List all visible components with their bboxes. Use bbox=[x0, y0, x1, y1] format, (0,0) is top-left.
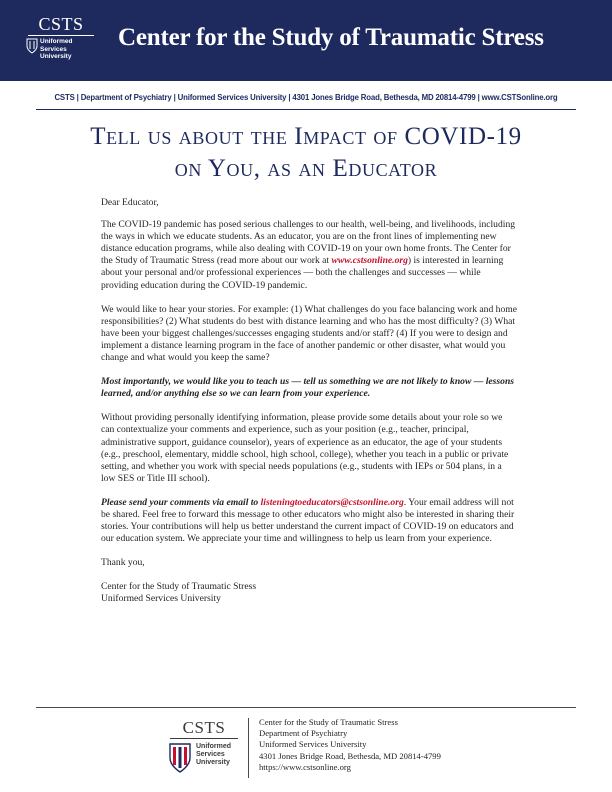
footer-address bbox=[259, 717, 441, 773]
intro-text: The COVID-19 pandemic has posed serious challenges to our health, well-being, and livelihoods, including the ways in which we educate students. As an educator, you are on the front lines of implementing new distance education programs, while also dealing with COVID-19 on your own home fronts. The Center for the Study of Traumatic Stress (read more about our work at bbox=[101, 219, 516, 267]
closing: Thank you, bbox=[101, 557, 145, 569]
center-title: Center for the Study of Traumatic Stress bbox=[118, 24, 544, 51]
footer-addr-line: Center for the Study of Traumatic Stress bbox=[259, 717, 398, 727]
logo-sub-line: Services bbox=[40, 45, 67, 53]
footer-usu-shield-icon bbox=[168, 742, 192, 774]
email-link[interactable]: listeningtoeducators@cstsonline.org bbox=[260, 496, 404, 508]
paragraph-contact bbox=[101, 497, 517, 545]
footer-addr-line: 4301 Jones Bridge Road, Bethesda, MD 20814-4799 bbox=[259, 750, 441, 761]
page-headline bbox=[0, 121, 612, 185]
contact-lead: Please send your comments via email to bbox=[101, 496, 261, 508]
headline-line-1: Tell us about the Impact of COVID-19 bbox=[90, 123, 522, 150]
footer-logo-text: CSTS bbox=[182, 718, 226, 737]
headline-line-2: on You, as an Educator bbox=[174, 155, 438, 182]
logo-text: CSTS bbox=[38, 14, 84, 34]
intro-text-end: ) is interested in learning about your personal and/or professional experiences — both the challenges and successes — while providing education during the COVID-19 pandemic. bbox=[101, 255, 504, 291]
paragraph-questions: We would like to hear your stories. For example: (1) What challenges do you face balancing work and home responsibilities? (2) What students do best with distance learning and who has the most difficulty? (3) What have been your biggest challenges/successes engaging students and/or staff? (4) If you were to design and implement a distance learning program in the face of another pandemic or other disaster, what would you change and what would you keep the same? bbox=[101, 303, 517, 364]
paragraph-details: Without providing personally identifying information, please provide some details about your role so we can contextualize your comments and experience, such as your position (e.g., teacher, principal, administrative support, guidance counselor), years of experience as an educator, the age of your students (e.g., preschool, elementary, middle school, high school, college), whether you teach in a public or private setting, and whether you work with special needs populations (e.g., students with IEPs or 504 plans, in a low SES or Title III school). bbox=[101, 412, 509, 484]
footer-logo-sub-line: University bbox=[196, 759, 230, 766]
footer-logo-sub-line: Uniformed bbox=[196, 743, 231, 750]
paragraph-intro bbox=[101, 219, 517, 292]
address-line: CSTS | Department of Psychiatry | Uniformed Services University | 4301 Jones Bridge Road, Bethesda, MD 20814-4799 | www.CSTSonline.org bbox=[54, 93, 558, 102]
website-link[interactable]: www.cstsonline.org bbox=[331, 255, 408, 267]
footer-csts-logo bbox=[166, 718, 242, 766]
contact-text: . Your email address will not be shared. Feel free to forward this message to other educators who might also be interested in sharing their stories. Your contributions will help us better understand the current impact of COVID-19 on educators and our education system. We appreciate your time and willingness to help us learn from your experience. bbox=[101, 496, 515, 545]
signature-line-2: Uniformed Services University bbox=[101, 593, 221, 605]
signature bbox=[101, 581, 517, 605]
footer-addr-line: Uniformed Services University bbox=[259, 739, 367, 750]
footer-addr-line: Department of Psychiatry bbox=[259, 728, 348, 739]
logo-sub-line: Uniformed bbox=[40, 38, 73, 45]
footer-logo-sub-line: Services bbox=[196, 751, 225, 758]
header-banner bbox=[0, 0, 612, 81]
footer-logo-university bbox=[196, 743, 231, 767]
logo-university bbox=[40, 38, 73, 61]
footer-divider bbox=[36, 707, 576, 708]
csts-logo bbox=[26, 14, 96, 60]
footer-logo-divider bbox=[170, 738, 238, 739]
footer-vertical-divider bbox=[248, 718, 249, 778]
paragraph-emphasis: Most importantly, we would like you to teach us — tell us something we are not likely to know — lessons learned, and/or anything else so we can learn from your experience. bbox=[101, 376, 515, 400]
logo-divider bbox=[28, 35, 94, 36]
logo-sub-line: University bbox=[40, 53, 72, 60]
footer-website-link[interactable]: https://www.cstsonline.org bbox=[259, 761, 351, 772]
salutation: Dear Educator, bbox=[101, 197, 159, 208]
letter-body bbox=[101, 197, 517, 618]
usu-shield-icon bbox=[26, 38, 38, 54]
header-divider bbox=[36, 109, 576, 110]
signature-line-1: Center for the Study of Traumatic Stress bbox=[101, 581, 257, 593]
